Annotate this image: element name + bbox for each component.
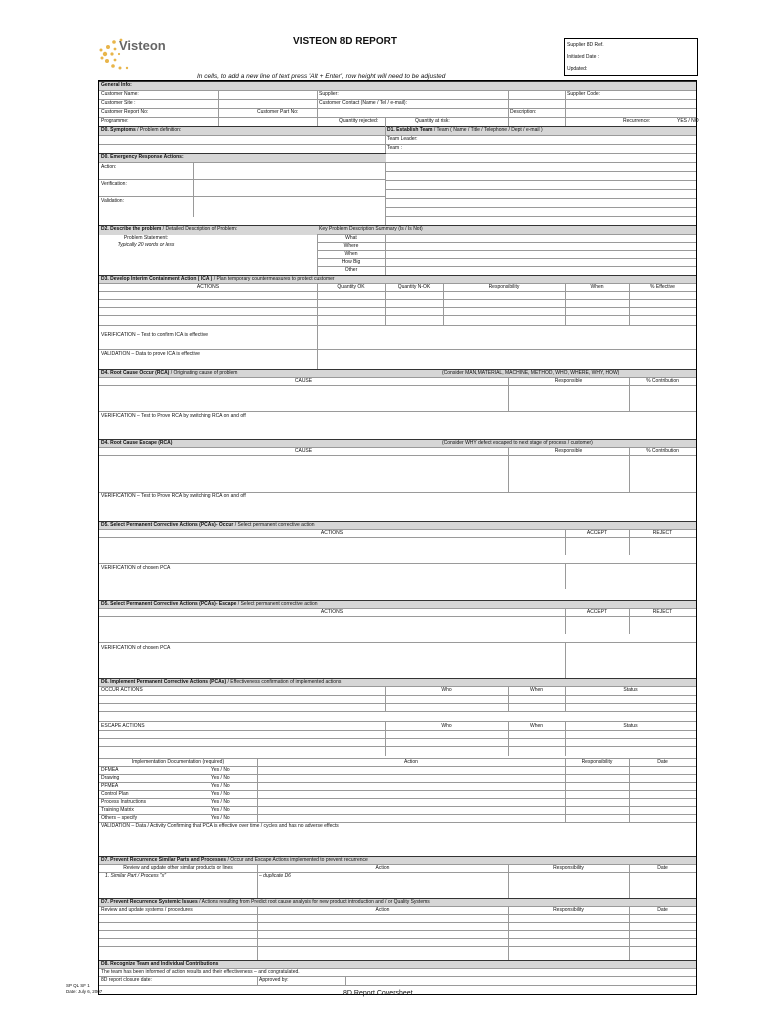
where-label: Where [343,243,359,249]
supplier-ref-box [564,38,698,76]
yes-no-toggle[interactable]: Yes / No [211,815,230,821]
customer-site-label: Customer Site : [101,100,136,106]
when-label: When [344,251,358,257]
d2-heading: D2. Describe the problem / Detailed Description of Problem: [101,226,238,232]
d6-escape-status: Status [623,723,638,729]
what-label: What [345,235,357,241]
impl-doc-header: Implementation Documentation (required) [131,759,225,765]
d7-systemic-review: Review and update systems / procedures [101,907,193,913]
footer-left [66,983,102,995]
impl-responsibility-header: Responsibility [581,759,613,765]
team-leader-label: Team Leader: [387,136,418,142]
general-info-heading: General Info: [101,82,132,88]
yes-no-toggle[interactable]: Yes / No [211,775,230,781]
d4-occur-col-responsible: Responsible [554,378,583,384]
visteon-logo [95,30,175,80]
ref-field-updated[interactable]: Updated: [567,66,588,72]
other-label: Other [344,267,358,273]
d7-similar-action: Action [375,865,390,871]
d5-escape-col-reject: REJECT [652,609,673,615]
d3-validation: VALIDATION – Data to prove ICA is effective [101,351,200,357]
description-label: Description: [510,109,537,115]
d5-occur-heading: D5. Select Permanent Corrective Actions (PCAs)- Occur / Select permanent corrective action [101,522,315,528]
hint-text: In cells, to add a new line of text press 'Alt + Enter', row height will need to be adjusted [197,73,446,80]
ref-field-initiated-date[interactable]: Initiated Date : [567,54,600,60]
supplier-label: Supplier: [319,91,339,97]
d6-validation: VALIDATION – Data / Activity Confirming that PCA is effective over time / cycles and has no adverse effects [101,823,339,829]
d5-escape-col-actions: ACTIONS [320,609,344,615]
d0-validation-label: Validation: [101,198,124,204]
d3-heading: D3. Develop Interim Containment Action ( ICA ) / Plan temporary countermeasures to protect customer [101,276,335,282]
yes-no-toggle[interactable]: Yes / No [211,783,230,789]
d3-col-actions: ACTIONS [196,284,220,290]
d5-escape-col-accept: ACCEPT [586,609,608,615]
d4-occur-consider: (Consider MAN,MATERIAL, MACHINE, METHOD, WHO, WHERE, WHY, HOW) [442,370,620,376]
d3-col-when: When [590,284,604,290]
d5-escape-verification: VERIFICATION of chosen PCA [101,645,171,651]
d7-systemic-action: Action [375,907,390,913]
yes-no-toggle[interactable]: Yes / No [211,767,230,773]
d4-escape-heading: D4. Root Cause Escape (RCA) [101,440,173,446]
supplier-code-label: Supplier Code: [567,91,601,97]
d7-similar-part: 1. Similar Part / Process "x" [105,873,167,879]
d7-systemic-date: Date [657,907,668,913]
d0-verification-label: Verification: [101,181,127,187]
d6-escape-when: When [529,723,544,729]
d8-closure-date[interactable]: 8D report closure date: [101,977,152,983]
programme-label: Programme: [101,118,129,124]
d7-similar-responsibility: Responsibility [553,865,584,871]
recurrence-label: Recurrence: [623,118,651,124]
footer-date: Date: July 6, 2007 [66,989,103,994]
yes-no-toggle[interactable]: Yes / No [211,799,230,805]
d4-occur-verification: VERIFICATION – Test to Prove RCA by switching RCA on and off [101,413,246,419]
d3-col-effective: % Effective [650,284,675,290]
recurrence-yes-no[interactable]: YES / NO [677,118,699,124]
doc-control-plan: Control Plan [101,791,129,797]
typically-label: Typically 20 words or less [117,242,175,248]
d7-duplicate-d6: – duplicate D6 [259,873,291,879]
doc-pfmea: PFMEA [101,783,119,789]
logo-text: Visteon [119,38,166,53]
d7-similar-review: Review and update other similar products or lines [123,865,233,871]
report-title: VISTEON 8D REPORT [293,36,397,47]
d0-symptoms-heading: D0. Symptoms / Problem definition: [101,127,182,133]
qty-at-risk-label: Quantity at risk: [415,118,450,124]
d3-col-responsibility: Responsibility [488,284,520,290]
report-form [98,80,697,995]
d4-escape-col-responsible: Responsible [554,448,583,454]
impl-date-header: Date [657,759,668,765]
d7-similar-date: Date [657,865,668,871]
problem-statement-label: Problem Statement: [123,235,169,241]
customer-contact-label: Customer Contact (Name / Tel / e-mail): [319,100,407,106]
d2-key-summary-label: Key Problem Description Summary (Is / Is Not) [319,226,423,232]
d6-escape-who: Who [441,723,452,729]
footer-title: 8D Report Coversheet [343,990,413,997]
d4-occur-col-cause: CAUSE [294,378,313,384]
doc-dfmea: DFMEA [101,767,119,773]
yes-no-toggle[interactable]: Yes / No [211,807,230,813]
d6-occur-actions: OCCUR ACTIONS [101,687,143,693]
d6-occur-when: When [529,687,544,693]
d1-team-heading: D1. Establish Team / Team ( Name / Title / Telephone / Dept / e-mail ) [387,127,543,133]
d5-occur-col-accept: ACCEPT [586,530,608,536]
d6-occur-status: Status [623,687,638,693]
d3-col-qty-nok: Quantity N-OK [397,284,431,290]
customer-name-label: Customer Name: [101,91,139,97]
d7-systemic-heading: D7. Prevent Recurrence Systemic Issues / Actions resulting from Predict root cause analysis for new product introduction and / or Quality Systems [101,899,430,905]
how-big-label: How Big [341,259,361,265]
d4-escape-consider: (Consider WHY defect escaped to next stage of process / customer) [442,440,593,446]
d6-heading: D6. Implement Permanent Corrective Actions (PCAs) / Effectiveness confirmation of implemented actions [101,679,342,685]
d5-occur-col-reject: REJECT [652,530,673,536]
d4-escape-col-cause: CAUSE [294,448,313,454]
d4-occur-col-contribution: % Contribution [646,378,679,384]
d3-col-qty-ok: Quantity OK [337,284,365,290]
customer-report-no-label: Customer Report No: [101,109,149,115]
d7-similar-heading: D7. Prevent Recurrence Similar Parts and Processes / Occur and Escape Actions implemented to prevent recurrence [101,857,368,863]
d8-informed: The team has been informed of action results and their effectiveness – and congratulated. [101,969,300,975]
customer-part-no-label: Customer Part No: [257,109,299,115]
d6-escape-actions: ESCAPE ACTIONS [101,723,145,729]
d4-escape-verification: VERIFICATION – Test to Prove RCA by switching RCA on and off [101,493,246,499]
d5-occur-col-actions: ACTIONS [320,530,344,536]
doc-process-instructions: Process Instructions [101,799,147,805]
doc-training-matrix: Training Matrix [101,807,134,813]
d5-occur-verification: VERIFICATION of chosen PCA [101,565,171,571]
d0-emergency-heading: D0. Emergency Response Actions: [101,154,184,160]
d6-occur-who: Who [441,687,452,693]
doc-others: Others – specify [101,815,138,821]
d0-action-label: Action: [101,164,117,170]
d8-heading: D8. Recognize Team and Individual Contributions [101,961,219,967]
ref-field-supplier-8d[interactable]: Supplier 8D Ref. [567,42,604,48]
d4-escape-col-contribution: % Contribution [646,448,679,454]
d5-escape-heading: D5. Select Permanent Corrective Actions (PCAs)- Escape / Select permanent corrective action [101,601,318,607]
d8-approved-by[interactable]: Approved by: [259,977,289,983]
d3-verification: VERIFICATION – Test to confirm ICA is effective [101,332,208,338]
impl-action-header: Action [404,759,418,765]
footer-code: SP QL SF 1 [66,983,90,988]
d7-systemic-responsibility: Responsibility [553,907,584,913]
yes-no-toggle[interactable]: Yes / No [211,791,230,797]
qty-rejected-label: Quantity rejected: [339,118,379,124]
team-label: Team : [387,145,403,151]
doc-drawing: Drawing [101,775,120,781]
d4-occur-heading: D4. Root Cause Occur (RCA) / Originating cause of problem [101,370,238,376]
